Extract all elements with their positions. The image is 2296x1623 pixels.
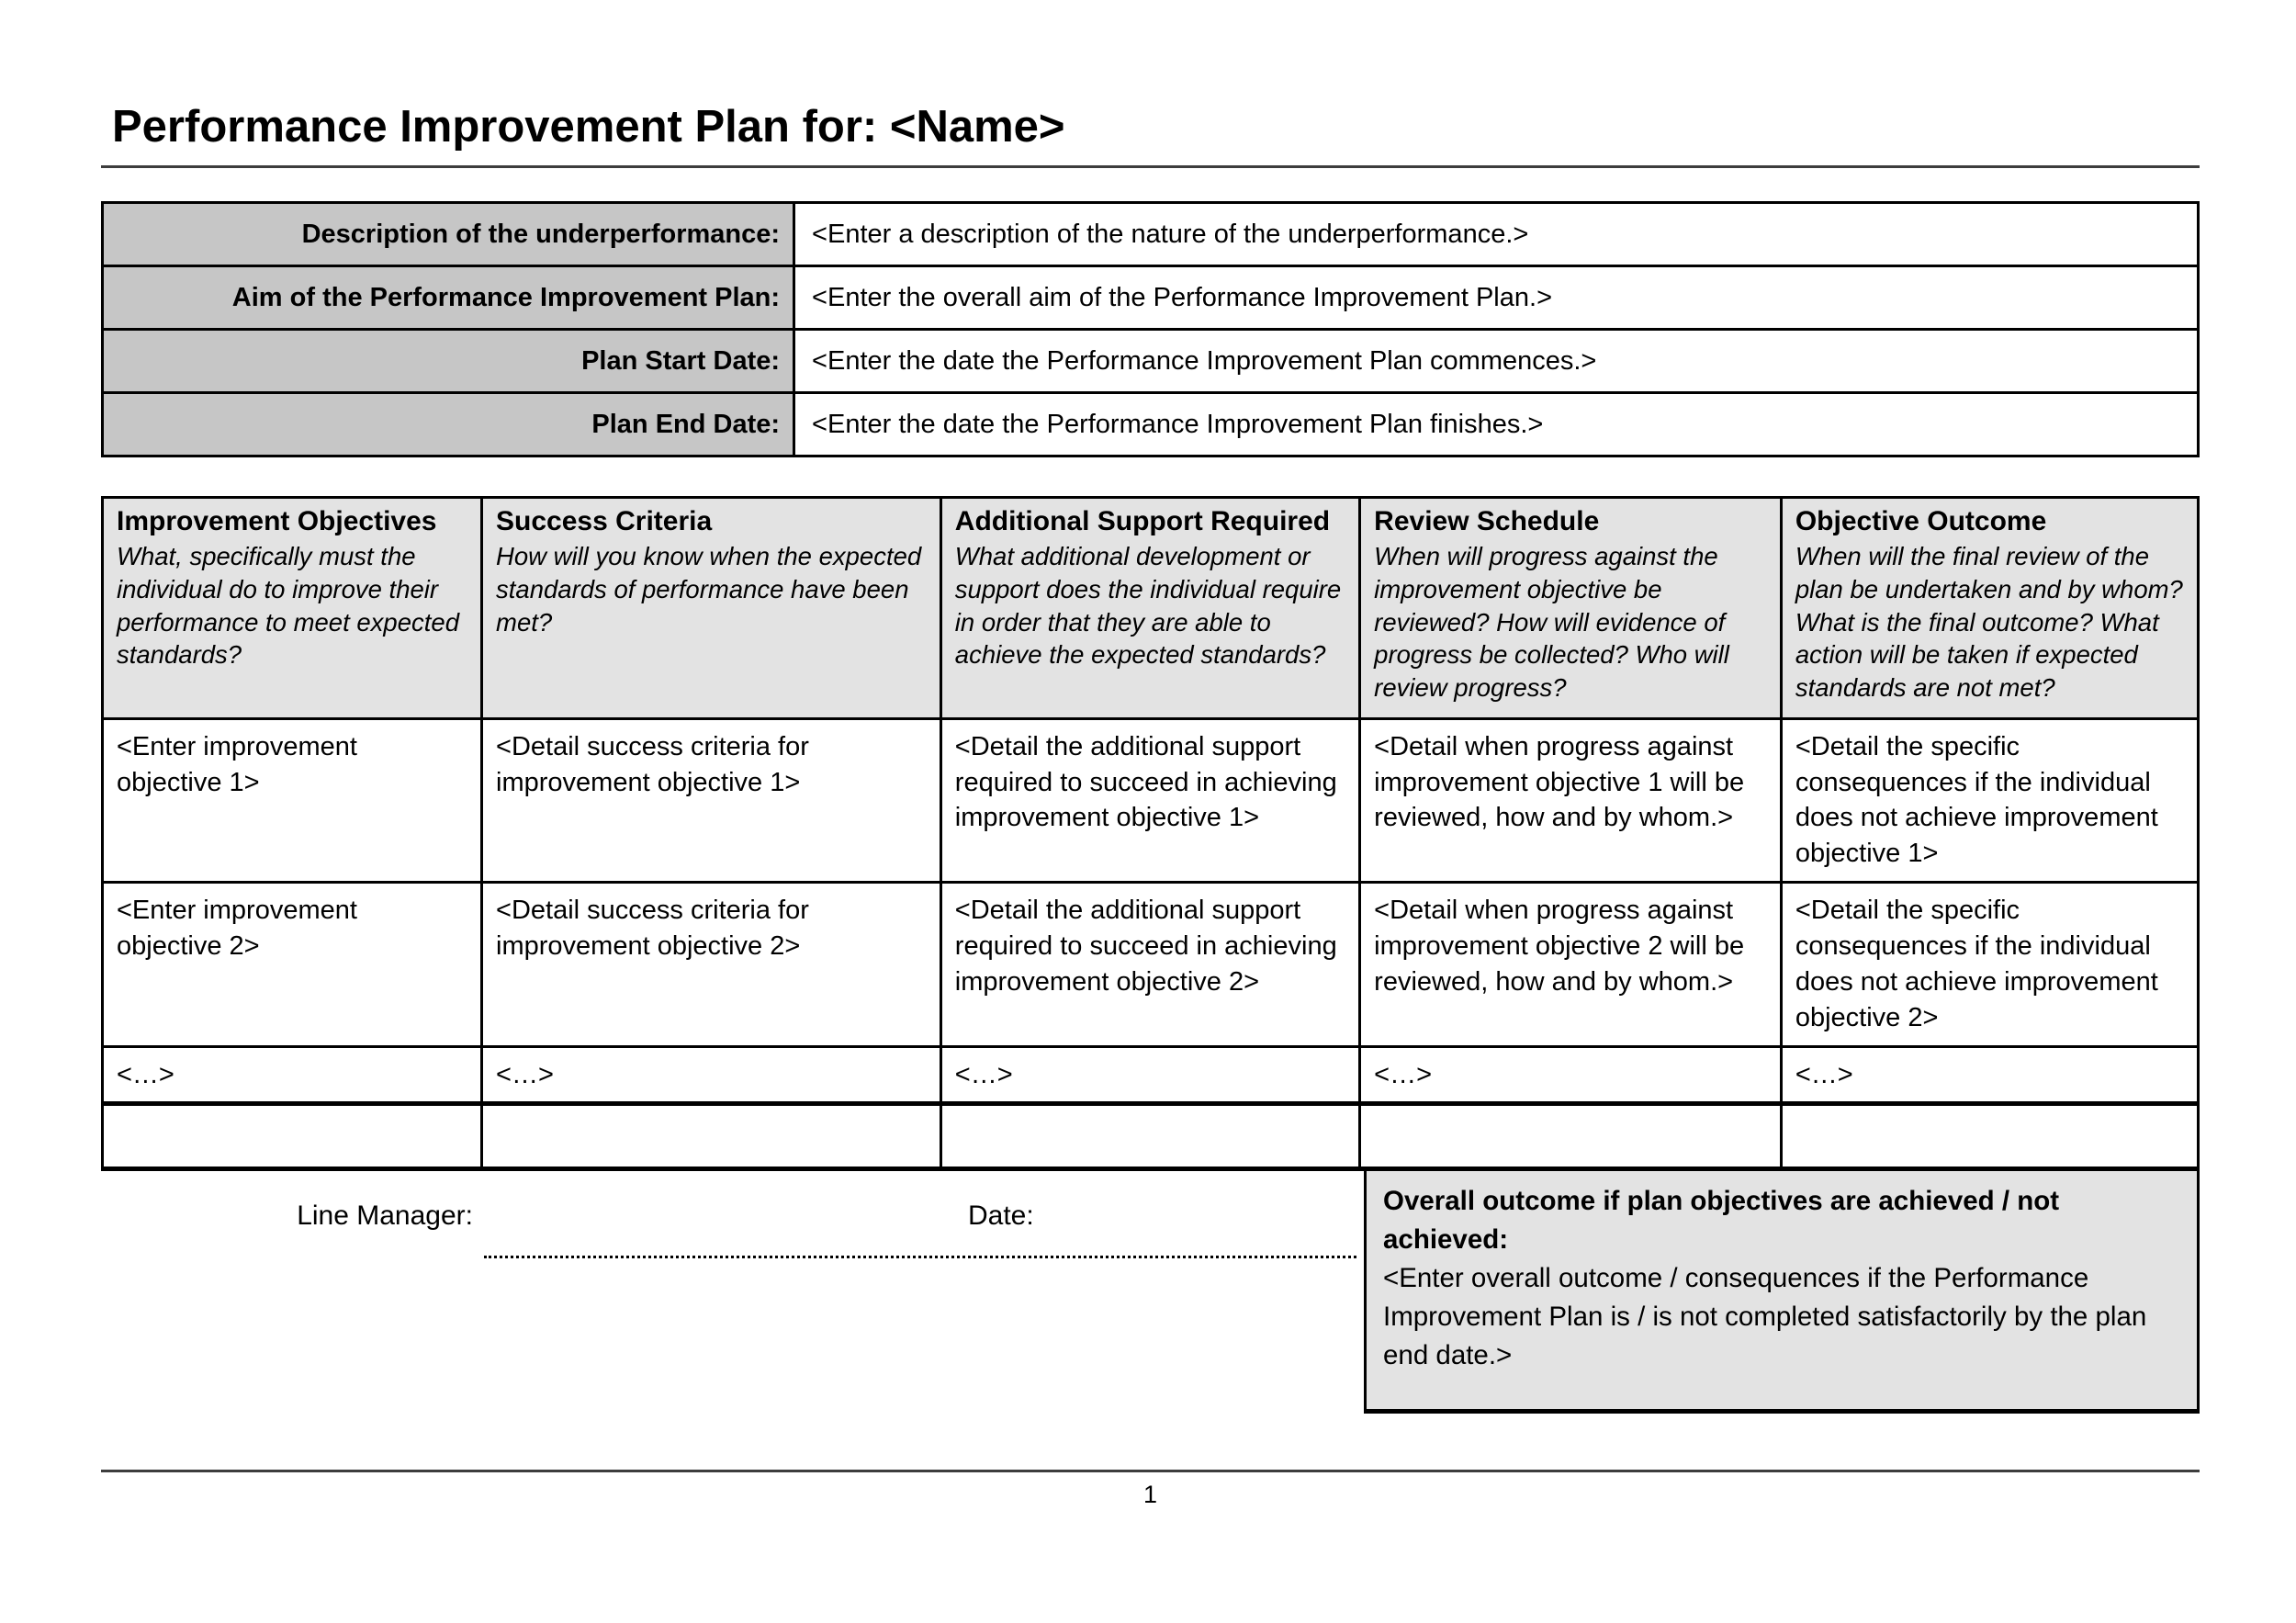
- overall-outcome-field[interactable]: <Enter overall outcome / consequences if the Performance Improvement Plan is / is not completed satisfactorily by the plan end date.>: [1383, 1263, 2147, 1370]
- success-criteria-1-field[interactable]: <Detail success criteria for improvement objective 1>: [482, 718, 941, 882]
- objective-row-2: [103, 883, 2199, 1046]
- placeholder-cell[interactable]: <…>: [940, 1046, 1359, 1104]
- empty-cell[interactable]: [1781, 1104, 2198, 1169]
- column-title: Success Criteria: [496, 506, 713, 536]
- column-title: Review Schedule: [1374, 506, 1600, 536]
- bottom-section: [101, 1171, 2200, 1414]
- plan-info-table: [101, 201, 2200, 457]
- info-label-description: Description of the underperformance:: [103, 203, 794, 266]
- additional-support-2-field[interactable]: <Detail the additional support required to succeed in achieving improvement objective 2>: [940, 883, 1359, 1046]
- empty-cell[interactable]: [103, 1104, 482, 1169]
- review-schedule-2-field[interactable]: <Detail when progress against improvement objective 2 will be reviewed, how and by whom.>: [1360, 883, 1782, 1046]
- column-title: Objective Outcome: [1795, 506, 2047, 536]
- overall-outcome-title: Overall outcome if plan objectives are achieved / not achieved:: [1383, 1186, 2060, 1256]
- empty-cell[interactable]: [940, 1104, 1359, 1169]
- document-page: [101, 0, 2200, 1623]
- line-manager-label: Line Manager:: [297, 1200, 473, 1232]
- page-number: 1: [1142, 1481, 1158, 1508]
- column-title: Additional Support Required: [954, 506, 1331, 536]
- column-header-objective-outcome: [1781, 498, 2198, 719]
- signature-line[interactable]: [484, 1256, 1356, 1258]
- empty-cell[interactable]: [482, 1104, 941, 1169]
- review-schedule-1-field[interactable]: <Detail when progress against improvement objective 1 will be reviewed, how and by whom.>: [1360, 718, 1782, 882]
- objective-row-1: [103, 718, 2199, 882]
- signature-section: [101, 1171, 1364, 1414]
- info-label-start-date: Plan Start Date:: [103, 330, 794, 393]
- objectives-table: [101, 496, 2200, 1171]
- placeholder-cell[interactable]: <…>: [482, 1046, 941, 1104]
- date-label: Date:: [968, 1200, 1034, 1232]
- placeholder-cell[interactable]: <…>: [1360, 1046, 1782, 1104]
- objective-2-field[interactable]: <Enter improvement objective 2>: [103, 883, 482, 1046]
- table-row: [103, 266, 2199, 330]
- column-description: When will progress against the improvement objective be reviewed? How will evidence of progress be collected? Who will review progress?: [1374, 542, 1729, 702]
- info-value-aim-field[interactable]: <Enter the overall aim of the Performance Improvement Plan.>: [794, 266, 2199, 330]
- info-value-start-date-field[interactable]: <Enter the date the Performance Improvement Plan commences.>: [794, 330, 2199, 393]
- objective-outcome-2-field[interactable]: <Detail the specific consequences if the individual does not achieve improvement objective 2>: [1781, 883, 2198, 1046]
- column-description: When will the final review of the plan be undertaken and by whom? What is the final outcome? What action will be taken if expected standards are not met?: [1795, 542, 2183, 702]
- column-description: What, specifically must the individual do to improve their performance to meet expected standards?: [117, 542, 459, 670]
- objective-outcome-1-field[interactable]: <Detail the specific consequences if the individual does not achieve improvement objective 1>: [1781, 718, 2198, 882]
- placeholder-cell[interactable]: <…>: [103, 1046, 482, 1104]
- column-title: Improvement Objectives: [117, 506, 437, 536]
- footer-divider: [101, 1470, 2200, 1472]
- info-label-aim: Aim of the Performance Improvement Plan:: [103, 266, 794, 330]
- additional-support-1-field[interactable]: <Detail the additional support required to succeed in achieving improvement objective 1>: [940, 718, 1359, 882]
- info-value-description-field[interactable]: <Enter a description of the nature of the underperformance.>: [794, 203, 2199, 266]
- column-description: How will you know when the expected standards of performance have been met?: [496, 542, 922, 637]
- column-header-review-schedule: [1360, 498, 1782, 719]
- empty-cell[interactable]: [1360, 1104, 1782, 1169]
- column-description: What additional development or support does the individual require in order that they are able to achieve the expected standards?: [954, 542, 1342, 670]
- page-title: Performance Improvement Plan for: <Name>: [112, 102, 1065, 152]
- info-value-end-date-field[interactable]: <Enter the date the Performance Improvement Plan finishes.>: [794, 393, 2199, 456]
- title-divider: [101, 165, 2200, 168]
- column-header-additional-support: [940, 498, 1359, 719]
- info-label-end-date: Plan End Date:: [103, 393, 794, 456]
- placeholder-cell[interactable]: <…>: [1781, 1046, 2198, 1104]
- column-header-improvement-objectives: [103, 498, 482, 719]
- table-row: [103, 203, 2199, 266]
- overall-outcome-box: [1364, 1171, 2200, 1414]
- table-row: [103, 330, 2199, 393]
- objective-row-empty: [103, 1104, 2199, 1169]
- header-row: [103, 498, 2199, 719]
- objective-row-placeholder: [103, 1046, 2199, 1104]
- column-header-success-criteria: [482, 498, 941, 719]
- success-criteria-2-field[interactable]: <Detail success criteria for improvement objective 2>: [482, 883, 941, 1046]
- objective-1-field[interactable]: <Enter improvement objective 1>: [103, 718, 482, 882]
- table-row: [103, 393, 2199, 456]
